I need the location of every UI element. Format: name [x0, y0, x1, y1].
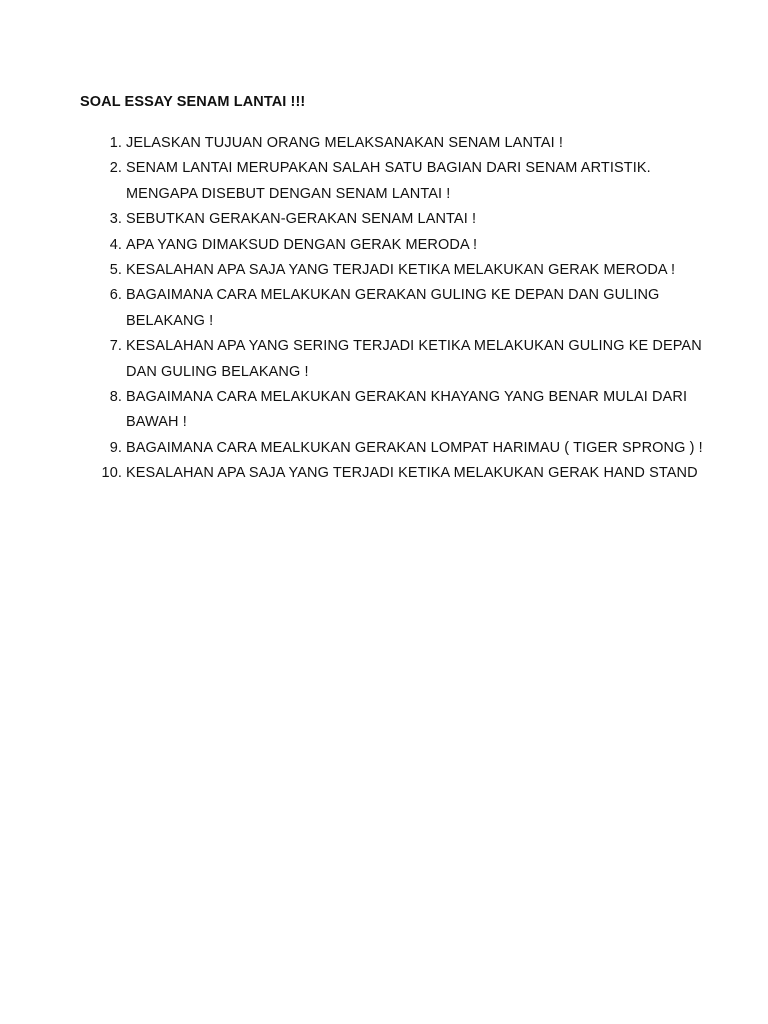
question-number: 9. [109, 439, 122, 456]
document-title: SOAL ESSAY SENAM LANTAI !!! [80, 94, 306, 110]
question-text-line: BAGAIMANA CARA MELAKUKAN GERAKAN GULING KE DEPAN DAN GULING [126, 287, 660, 304]
question-item [80, 258, 740, 283]
question-number: 4. [109, 236, 122, 253]
question-list [80, 131, 740, 487]
question-item [80, 436, 740, 461]
question-item [80, 461, 740, 486]
question-text-line: KESALAHAN APA SAJA YANG TERJADI KETIKA MELAKUKAN GERAK MERODA ! [126, 262, 676, 279]
question-item [80, 334, 740, 385]
question-text-line: MENGAPA DISEBUT DENGAN SENAM LANTAI ! [126, 185, 451, 202]
question-item [80, 131, 740, 156]
question-text-line: DAN GULING BELAKANG ! [126, 363, 309, 380]
question-text-line: KESALAHAN APA YANG SERING TERJADI KETIKA MELAKUKAN GULING KE DEPAN [126, 338, 702, 355]
question-number: 7. [109, 338, 122, 355]
question-text-line: SEBUTKAN GERAKAN-GERAKAN SENAM LANTAI ! [126, 211, 477, 228]
question-item [80, 385, 740, 436]
question-text-line: BAGAIMANA CARA MELAKUKAN GERAKAN KHAYANG YANG BENAR MULAI DARI [126, 389, 688, 406]
question-text-line: SENAM LANTAI MERUPAKAN SALAH SATU BAGIAN DARI SENAM ARTISTIK. [126, 160, 651, 177]
question-item [80, 156, 740, 207]
question-number: 8. [109, 389, 122, 406]
question-text-line: BAGAIMANA CARA MEALKUKAN GERAKAN LOMPAT HARIMAU ( TIGER SPRONG ) ! [126, 439, 703, 456]
question-number: 5. [109, 262, 122, 279]
question-text-line: BAWAH ! [126, 414, 187, 431]
question-number: 10. [101, 465, 122, 482]
question-item [80, 207, 740, 232]
question-item [80, 283, 740, 334]
question-text-line: BELAKANG ! [126, 312, 214, 329]
question-number: 3. [109, 211, 122, 228]
question-number: 2. [109, 160, 122, 177]
question-number: 6. [109, 287, 122, 304]
question-item [80, 233, 740, 258]
question-text-line: JELASKAN TUJUAN ORANG MELAKSANAKAN SENAM LANTAI ! [126, 135, 564, 151]
question-number: 1. [109, 135, 122, 151]
question-text-line: APA YANG DIMAKSUD DENGAN GERAK MERODA ! [126, 236, 478, 253]
question-text-line: KESALAHAN APA SAJA YANG TERJADI KETIKA MELAKUKAN GERAK HAND STAND [126, 465, 698, 482]
